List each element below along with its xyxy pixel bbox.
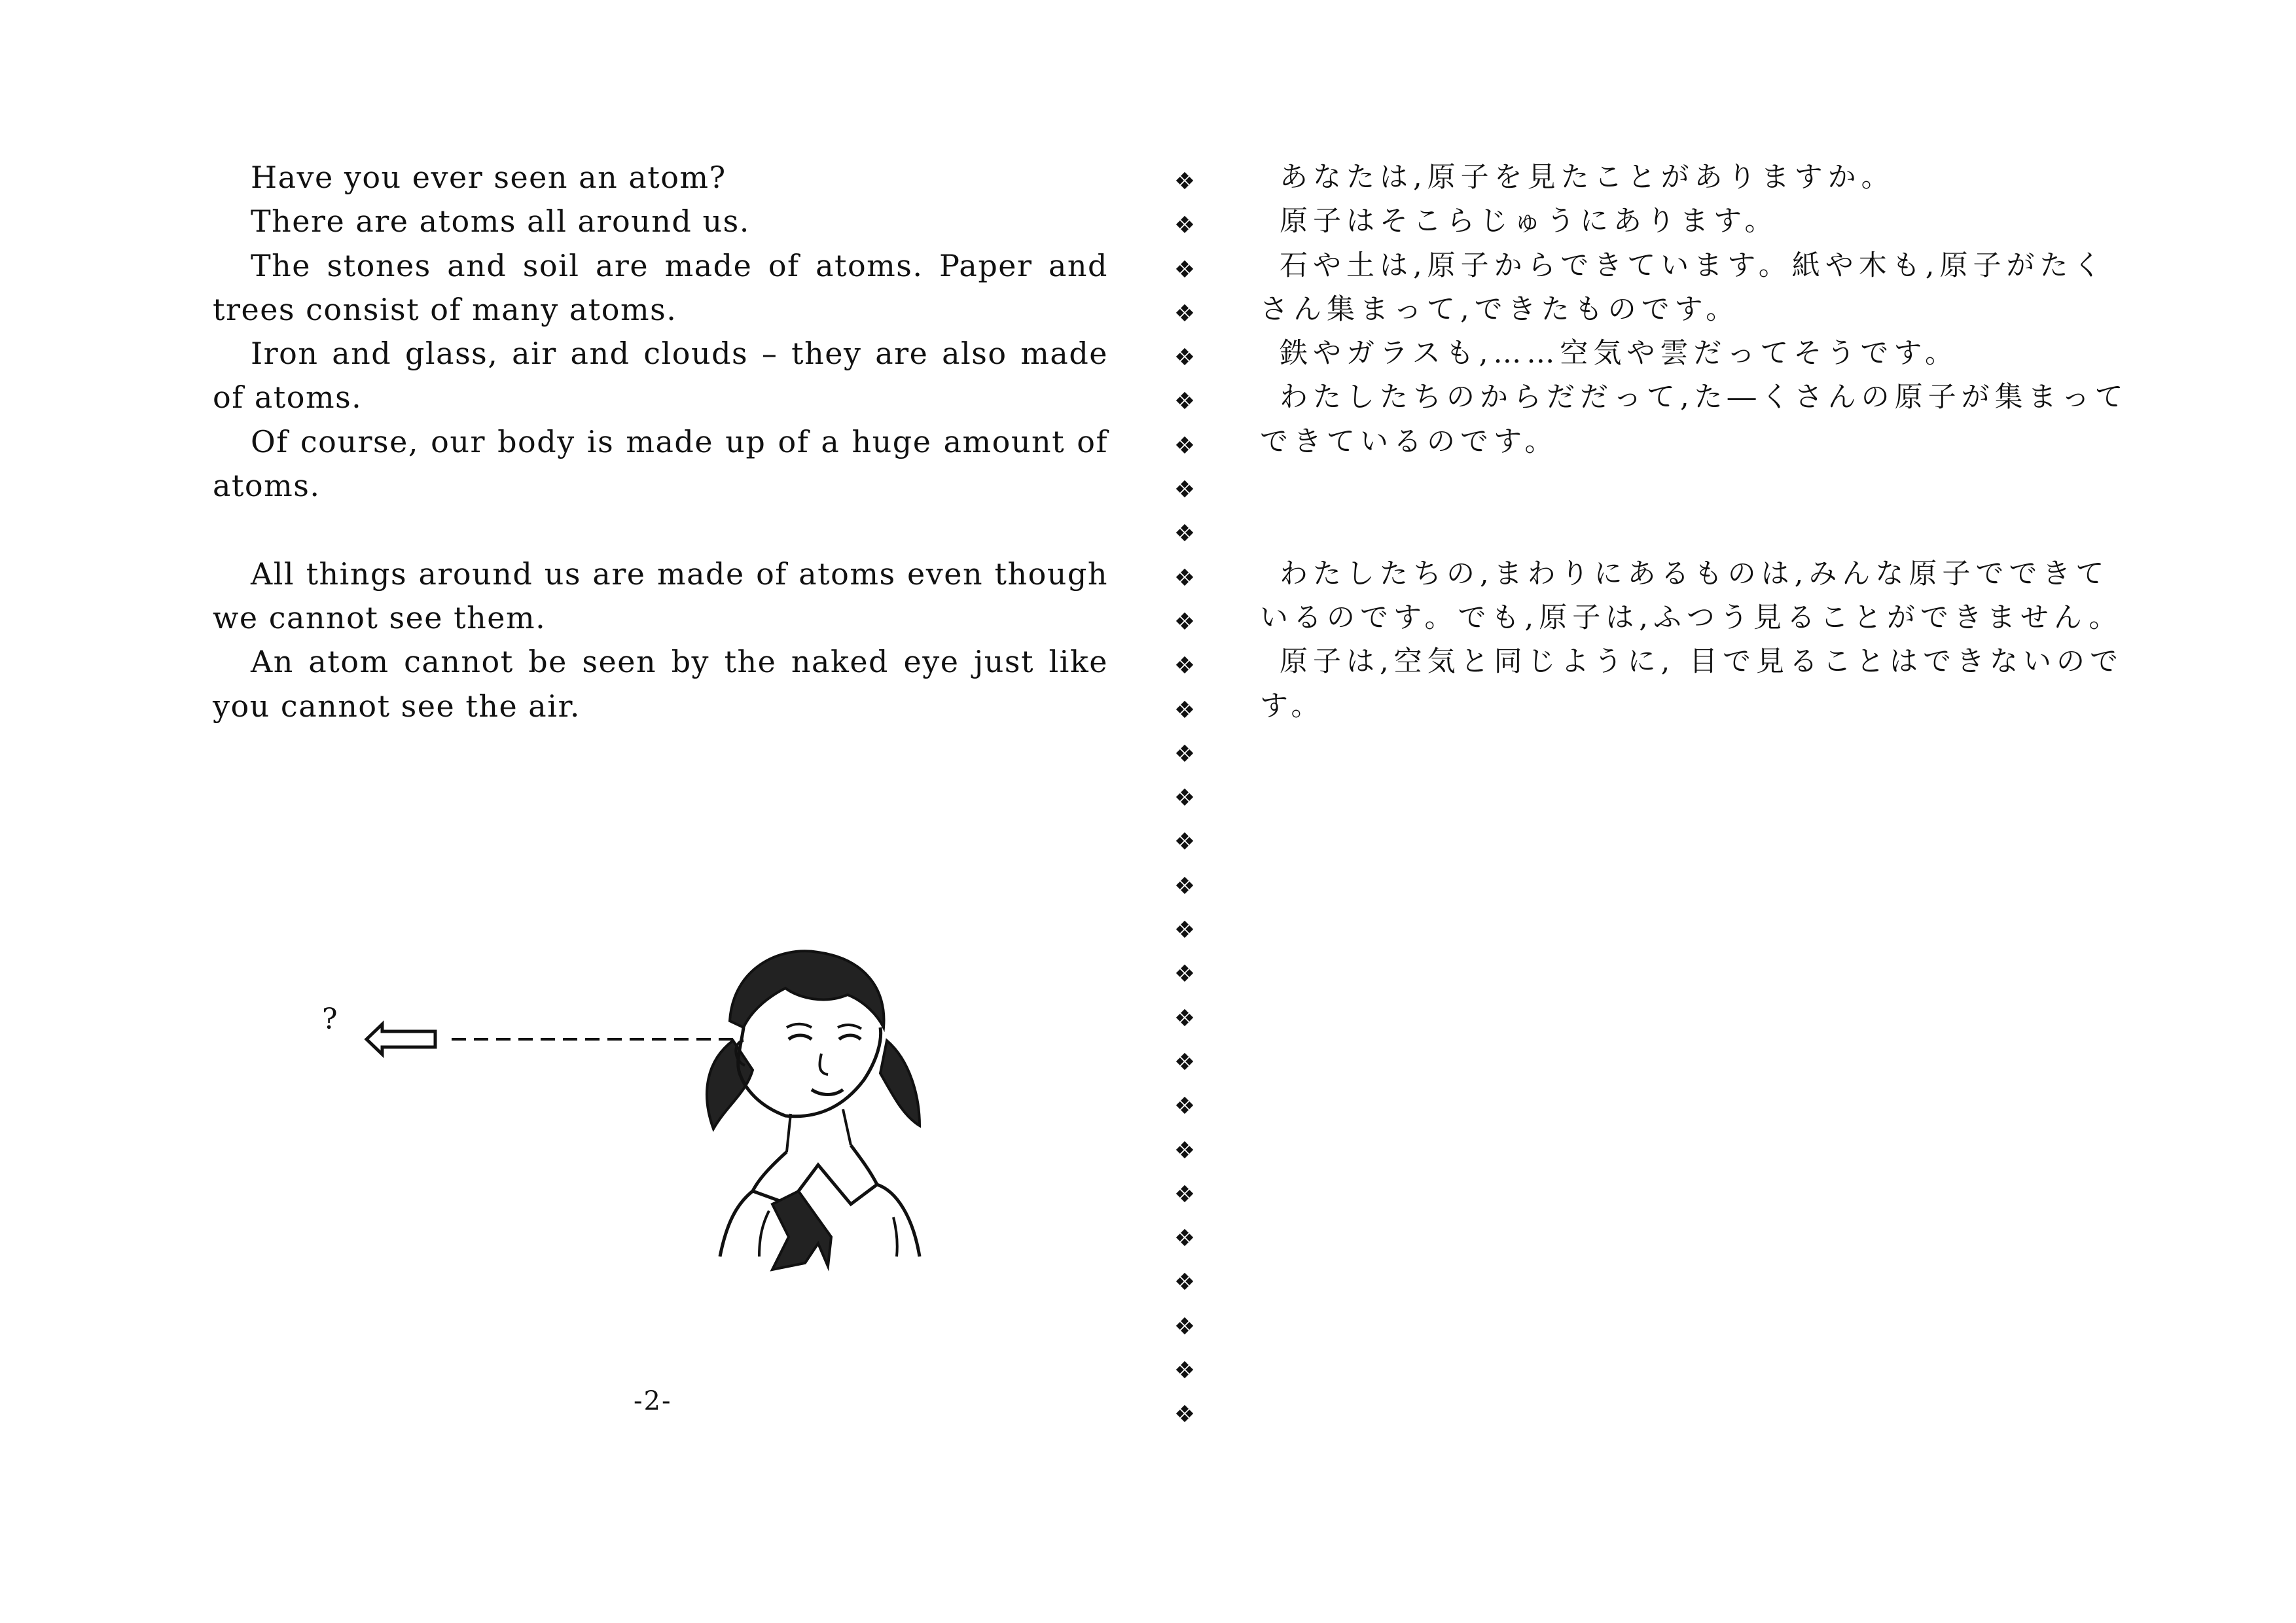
divider-ornament-icon: ❖ bbox=[1174, 1137, 1196, 1164]
english-paragraph: Iron and glass, air and clouds – they are also made of atoms. bbox=[213, 336, 1108, 416]
divider-ornament-icon: ❖ bbox=[1174, 1005, 1196, 1032]
divider-ornament-icon: ❖ bbox=[1174, 1357, 1196, 1385]
divider-ornament-icon: ❖ bbox=[1174, 1225, 1196, 1253]
japanese-text-column bbox=[1260, 156, 2134, 728]
divider-ornament-icon: ❖ bbox=[1174, 785, 1196, 812]
question-mark: ? bbox=[322, 1003, 338, 1036]
english-paragraph: Have you ever seen an atom? bbox=[251, 160, 726, 195]
divider-ornament-icon: ❖ bbox=[1174, 872, 1196, 900]
japanese-paragraph: あなたは,原子を見たことがありますか。 bbox=[1280, 161, 1895, 194]
girl-illustration bbox=[301, 929, 956, 1296]
japanese-paragraph: 原子はそこらじゅうにあります。 bbox=[1280, 205, 1778, 238]
divider-ornament-icon: ❖ bbox=[1174, 961, 1196, 988]
divider-ornament-icon: ❖ bbox=[1174, 520, 1196, 548]
divider-ornament-icon: ❖ bbox=[1174, 652, 1196, 680]
divider-ornament-icon: ❖ bbox=[1174, 300, 1196, 327]
divider-ornament-icon: ❖ bbox=[1174, 256, 1196, 283]
japanese-paragraph: 石や土は,原子からできています。紙や木も,原子がたくさん集まって,できたものです。 bbox=[1260, 249, 2107, 326]
divider-ornament-icon: ❖ bbox=[1174, 168, 1196, 195]
divider-ornament-icon: ❖ bbox=[1174, 917, 1196, 944]
divider-ornament-icon: ❖ bbox=[1174, 432, 1196, 459]
english-paragraph: The stones and soil are made of atoms. Paper and trees consist of many atoms. bbox=[213, 247, 1108, 327]
english-text-column bbox=[213, 156, 1108, 728]
english-paragraph: An atom cannot be seen by the naked eye just like you cannot see the air. bbox=[213, 644, 1108, 724]
divider-ornament-icon: ❖ bbox=[1174, 1269, 1196, 1296]
japanese-paragraph: 原子は,空気と同じように, 目で見ることはできないのです。 bbox=[1260, 645, 2124, 722]
english-paragraph: Of course, our body is made up of a huge amount of atoms. bbox=[213, 423, 1108, 504]
divider-ornament-icon: ❖ bbox=[1174, 564, 1196, 592]
divider-ornament-icon: ❖ bbox=[1174, 344, 1196, 372]
japanese-paragraph: わたしたちの,まわりにあるものは,みんな原子でできているのです。でも,原子は,ふつう見ることができません。 bbox=[1260, 557, 2123, 634]
divider-ornament-icon: ❖ bbox=[1174, 608, 1196, 635]
divider-ornament-icon: ❖ bbox=[1174, 829, 1196, 856]
page-number: -2- bbox=[634, 1386, 672, 1416]
divider-ornament-icon: ❖ bbox=[1174, 1093, 1196, 1120]
divider-ornament-icon: ❖ bbox=[1174, 1048, 1196, 1076]
girl-drawing bbox=[301, 929, 956, 1296]
arrow-left-icon bbox=[367, 1024, 435, 1054]
divider-ornament-icon: ❖ bbox=[1174, 388, 1196, 416]
english-paragraph: All things around us are made of atoms even though we cannot see them. bbox=[213, 556, 1108, 635]
divider-ornament-icon: ❖ bbox=[1174, 476, 1196, 504]
divider-ornament-icon: ❖ bbox=[1174, 696, 1196, 724]
ornament-divider bbox=[1165, 160, 1204, 1437]
japanese-paragraph: わたしたちのからだだって,た―くさんの原子が集まってできているのです。 bbox=[1260, 381, 2128, 458]
divider-ornament-icon: ❖ bbox=[1174, 1313, 1196, 1340]
divider-ornament-icon: ❖ bbox=[1174, 740, 1196, 768]
divider-ornament-icon: ❖ bbox=[1174, 212, 1196, 240]
divider-ornament-icon: ❖ bbox=[1174, 1181, 1196, 1208]
divider-ornament-icon: ❖ bbox=[1174, 1401, 1196, 1429]
english-paragraph: There are atoms all around us. bbox=[251, 204, 750, 240]
japanese-paragraph: 鉄やガラスも,……空気や雲だってそうです。 bbox=[1280, 337, 1958, 370]
